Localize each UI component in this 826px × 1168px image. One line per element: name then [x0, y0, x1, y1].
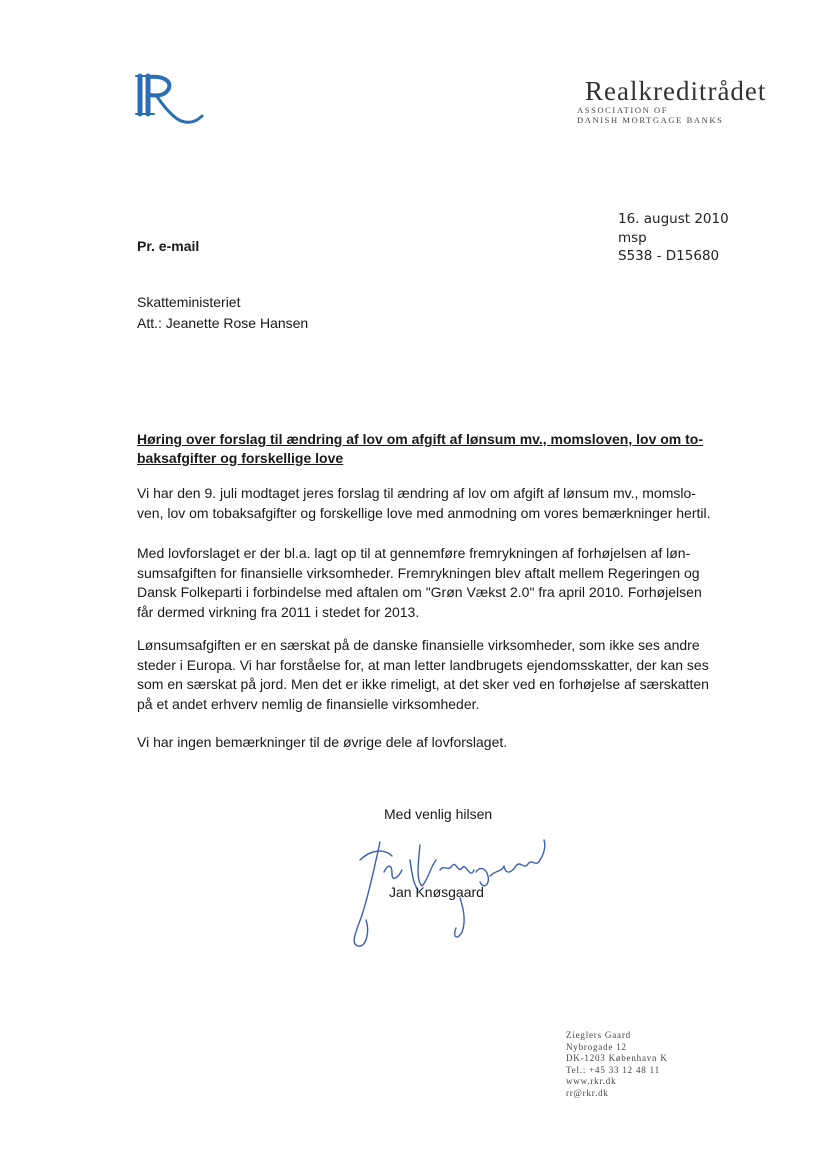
subject-line: baksafgifter og forskellige love [137, 450, 344, 466]
organization-subtitle-line1: ASSOCIATION OF [577, 105, 669, 115]
paragraph-line: Med lovforslaget er der bl.a. lagt op til at gennemføre fremrykningen af forhøjelsen af løn- [137, 545, 691, 561]
recipient-organization: Skatteministeriet [137, 294, 241, 310]
paragraph-line: steder i Europa. Vi har forståelse for, at man letter landbrugets ejendomsskatter, der kan ses [137, 656, 709, 673]
paragraph-line: på et andet erhverv nemlig de finansielle virksomheder. [137, 696, 480, 713]
paragraph-line: Dansk Folkeparti i forbindelse med aftalen om "Grøn Vækst 2.0" fra april 2010. Forhøjelsen [137, 584, 702, 601]
paragraph-line: som en særskat på jord. Men det er ikke rimeligt, at det sker ved en forhøjelse af særskatten [137, 676, 709, 693]
delivery-method: Pr. e-mail [137, 238, 200, 254]
closing-greeting: Med venlig hilsen [384, 806, 493, 822]
author-initials: msp [618, 230, 647, 246]
footer-line: Nybrogade 12 [566, 1041, 627, 1052]
signer-name: Jan Knøsgaard [389, 884, 484, 900]
footer-line: Tel.: +45 33 12 48 11 [566, 1064, 660, 1075]
body-paragraph [137, 484, 752, 523]
footer-line: www.rkr.dk [566, 1076, 617, 1086]
subject-line: Høring over forslag til ændring af lov om afgift af lønsum mv., momsloven, lov om to- [137, 431, 704, 447]
paragraph-line: Lønsumsafgiften er en særskat på de danske finansielle virksomheder, som ikke ses andre [137, 637, 700, 653]
recipient-attention: Att.: Jeanette Rose Hansen [137, 315, 309, 331]
footer-line: rr@rkr.dk [566, 1087, 609, 1098]
letter-date: 16. august 2010 [618, 211, 729, 227]
body-paragraph [137, 544, 752, 623]
organization-subtitle-line2: DANISH MORTGAGE BANKS [577, 115, 724, 125]
paragraph-line: Vi har ingen bemærkninger til de øvrige dele af lovforslaget. [137, 734, 508, 750]
paragraph-line: sumsafgiften for finansielle virksomheder. Fremrykningen blev aftalt mellem Regeringen og [137, 564, 700, 581]
body-paragraph [137, 733, 752, 753]
reference-number: S538 - D15680 [618, 248, 720, 264]
organization-name: Realkreditrådet [585, 76, 767, 106]
subject-heading [137, 430, 737, 468]
footer-line: Zieglers Gaard [566, 1030, 631, 1040]
paragraph-line: ven, lov om tobaksafgifter og forskellige love med anmodning om vores bemærkninger hertil. [137, 504, 711, 521]
paragraph-line: Vi har den 9. juli modtaget jeres forslag til ændring af lov om afgift af lønsum mv., momslo- [137, 485, 696, 501]
footer-address [566, 1030, 668, 1099]
footer-line: DK-1203 København K [566, 1053, 668, 1063]
paragraph-line: får dermed virkning fra 2011 i stedet for 2013. [137, 604, 420, 621]
body-paragraph [137, 636, 752, 715]
organization-logo [134, 72, 206, 128]
